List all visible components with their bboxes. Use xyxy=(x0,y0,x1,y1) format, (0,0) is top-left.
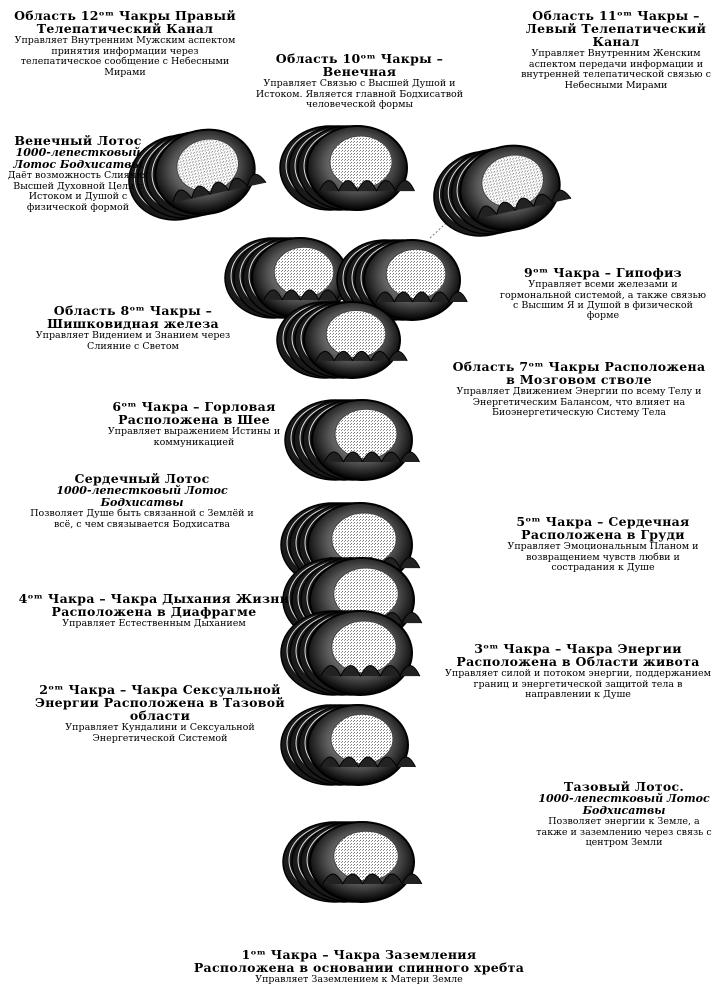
label-crown-lotus-sub: 1000-лепестковый Лотос Бодхисатвы xyxy=(13,146,143,171)
label-ch5-desc: Управляет Эмоциональным Планом и возвращением чувств любви и сострадания к Душе xyxy=(507,541,699,574)
orb-ch2 xyxy=(281,705,416,785)
label-area11-desc: Управляет Внутренним Женским аспектом передачи информации и внутренней телепатической связью с Небесными Мирами xyxy=(521,48,711,91)
label-area12 xyxy=(14,9,236,78)
label-area7-title: Область 7ᵒᵐ Чакры Расположена в Мозговом стволе xyxy=(452,359,706,388)
label-area8-title: Область 8ᵒᵐ Чакры – Шишковидная железа xyxy=(47,303,219,332)
label-ch4-title: 4ᵒᵐ Чакра – Чакра Дыхания Жизни Расположена в Диафрагме xyxy=(18,591,290,620)
label-ch9-desc: Управляет всеми железами и гормональной системой, а также связью с Высшим Я и Душой в физической форме xyxy=(499,279,707,322)
label-ch9 xyxy=(498,266,708,322)
orb-area10-core xyxy=(330,136,392,188)
label-base-lotus-title: Тазовый Лотос. xyxy=(563,779,685,794)
orb-area8-core xyxy=(326,310,386,357)
label-crown-lotus-title: Венечный Лотос xyxy=(14,133,142,148)
label-ch5 xyxy=(494,515,712,574)
label-ch4-desc: Управляет Естественным Дыханием xyxy=(62,618,246,630)
label-heart-lotus-title: Сердечный Лотос xyxy=(74,471,210,486)
label-crown-lotus xyxy=(4,134,152,213)
orb-ch1 xyxy=(283,822,422,902)
label-ch5-title: 5ᵒᵐ Чакра – Сердечная Расположена в Груди xyxy=(516,514,690,543)
orb-area10 xyxy=(280,126,415,210)
label-area8 xyxy=(28,304,238,352)
label-area12-desc: Управляет Внутренним Мужским аспектом принятия информации через телепатическое сообщение с Небесными Мирами xyxy=(14,35,236,78)
orb-ch1-core xyxy=(334,831,398,881)
label-ch9-title: 9ᵒᵐ Чакра – Гипофиз xyxy=(524,265,682,280)
label-area7-desc: Управляет Движением Энергии по всему Телу и Энергетическим Балансом, что влияет на Биоэнергетическую Систему Тела xyxy=(456,386,702,419)
label-area11 xyxy=(518,9,714,91)
label-ch3 xyxy=(443,642,713,701)
label-ch1 xyxy=(176,948,542,986)
orb-ch6 xyxy=(285,400,420,480)
label-area10-desc: Управляет Связью с Высшей Душой и Истоком. Является главной Бодхисатвой человеческой формы xyxy=(255,78,464,111)
label-ch6 xyxy=(98,400,290,448)
label-area8-desc: Управляет Видением и Знанием через Слияние с Светом xyxy=(35,330,231,352)
label-ch3-desc: Управляет силой и потоком энергии, поддержанием границ и энергетической защитой тела в направлении к Душе xyxy=(445,668,711,701)
label-area7 xyxy=(448,360,710,419)
label-ch1-title: 1ᵒᵐ Чакра – Чакра Заземления xyxy=(241,947,477,962)
label-area12-title: Область 12ᵒᵐ Чакры Правый Телепатический Канал xyxy=(14,8,236,37)
orb-left-eye-core xyxy=(274,247,334,297)
label-heart-lotus-sub: 1000-лепестковый Лотос Бодхисатвы xyxy=(56,484,228,509)
label-area11-title: Область 11ᵒᵐ Чакры – Левый Телепатический Канал xyxy=(525,8,707,50)
label-ch2 xyxy=(24,683,296,744)
label-area10-title: Область 10ᵒᵐ Чакры – Венечная xyxy=(275,51,444,80)
label-ch2-desc: Управляет Кундалини и Сексуальной Энергетической Системой xyxy=(65,722,255,744)
label-base-lotus-desc: Позволяет энергии к Земле, а также и заземлению через связь с центром Земли xyxy=(536,816,712,849)
label-ch1-desc: Управляет Заземлением к Матери Земле xyxy=(255,974,463,986)
label-ch6-desc: Управляет выражением Истины и коммуникацией xyxy=(107,426,281,448)
label-ch1-title2: Расположена в основании спинного хребта xyxy=(193,960,525,976)
label-ch2-title: 2ᵒᵐ Чакра – Чакра Сексуальной Энергии Расположена в Тазовой области xyxy=(34,682,285,724)
orb-area11 xyxy=(426,135,575,245)
orb-ch6-core xyxy=(335,409,397,459)
label-heart-lotus xyxy=(30,472,254,530)
orb-area8 xyxy=(277,302,407,378)
label-base-lotus xyxy=(536,780,712,849)
orb-right-eye-core xyxy=(386,249,446,299)
label-heart-lotus-desc: Позволяет Душе быть связанной с Землёй и всё, с чем связывается Бодхисатва xyxy=(30,508,254,530)
label-ch4 xyxy=(10,592,298,630)
orb-ch3-core xyxy=(332,621,396,673)
label-base-lotus-sub: 1000-лепестковый Лотос Бодхисатвы xyxy=(538,792,710,817)
label-area10 xyxy=(242,52,477,111)
orb-ch2-core xyxy=(331,714,393,764)
label-ch3-title: 3ᵒᵐ Чакра – Чакра Энергии Расположена в Области живота xyxy=(456,641,700,670)
label-ch6-title: 6ᵒᵐ Чакра – Горловая Расположена в Шее xyxy=(112,399,276,428)
label-crown-lotus-desc: Даёт возможность Слияния Высшей Духовной Цели с Истоком и Душой с физической формой xyxy=(7,170,149,213)
